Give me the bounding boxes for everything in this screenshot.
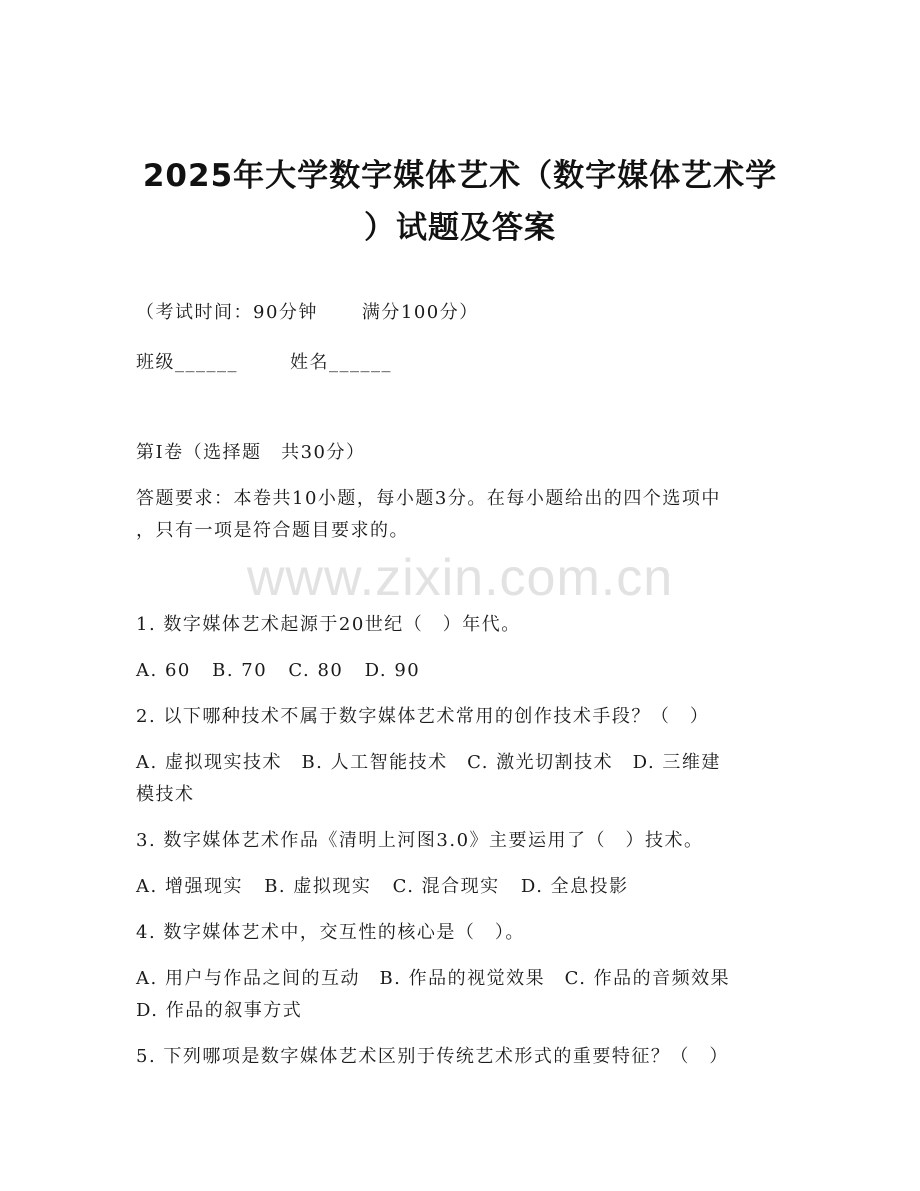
- exam-info: [136, 302, 479, 324]
- question-1-options: [136, 660, 434, 682]
- option-a: A. 60: [136, 660, 191, 681]
- question-5-stem: 5. 下列哪项是数字媒体艺术区别于传统艺术形式的重要特征？（ ）: [136, 1046, 729, 1067]
- instructions-line-2: ，只有一项是符合题目要求的。: [136, 520, 409, 541]
- watermark: www.zixin.com.cn: [246, 549, 674, 607]
- option-b: B. 70: [212, 660, 268, 681]
- option-d: D. 全息投影: [520, 876, 629, 897]
- question-3-options: [136, 876, 643, 898]
- class-field: 班级______: [136, 352, 238, 373]
- student-fields: [136, 352, 392, 374]
- title-line-2: ）试题及答案: [364, 210, 556, 246]
- question-4-options-line-2: D. 作品的叙事方式: [136, 1000, 303, 1021]
- question-4-options-line-1: A. 用户与作品之间的互动 B. 作品的视觉效果 C. 作品的音频效果: [136, 968, 731, 989]
- question-2-stem: 2. 以下哪种技术不属于数字媒体艺术常用的创作技术手段？（ ）: [136, 706, 710, 727]
- section-heading: 第I卷（选择题 共30分）: [136, 442, 366, 463]
- name-field: 姓名______: [290, 352, 392, 373]
- option-a: A. 增强现实: [136, 876, 243, 897]
- question-1-stem: 1. 数字媒体艺术起源于20世纪（ ）年代。: [136, 614, 521, 635]
- question-4-stem: 4. 数字媒体艺术中，交互性的核心是（ ）。: [136, 922, 525, 943]
- exam-time: （考试时间：90分钟: [136, 302, 318, 323]
- question-2-options-line-2: 模技术: [136, 784, 195, 805]
- title-line-1: 2025年大学数字媒体艺术（数字媒体艺术学: [142, 158, 778, 194]
- option-c: C. 80: [288, 660, 344, 681]
- question-3-stem: 3. 数字媒体艺术作品《清明上河图3.0》主要运用了（ ）技术。: [136, 830, 704, 851]
- full-score: 满分100分）: [361, 302, 479, 323]
- option-d: D. 90: [364, 660, 421, 681]
- option-b: B. 虚拟现实: [264, 876, 372, 897]
- option-c: C. 混合现实: [392, 876, 500, 897]
- instructions-line-1: 答题要求：本卷共10小题，每小题3分。在每小题给出的四个选项中: [136, 488, 721, 509]
- question-2-options-line-1: A. 虚拟现实技术 B. 人工智能技术 C. 激光切割技术 D. 三维建: [136, 752, 721, 773]
- document-title: [60, 150, 860, 254]
